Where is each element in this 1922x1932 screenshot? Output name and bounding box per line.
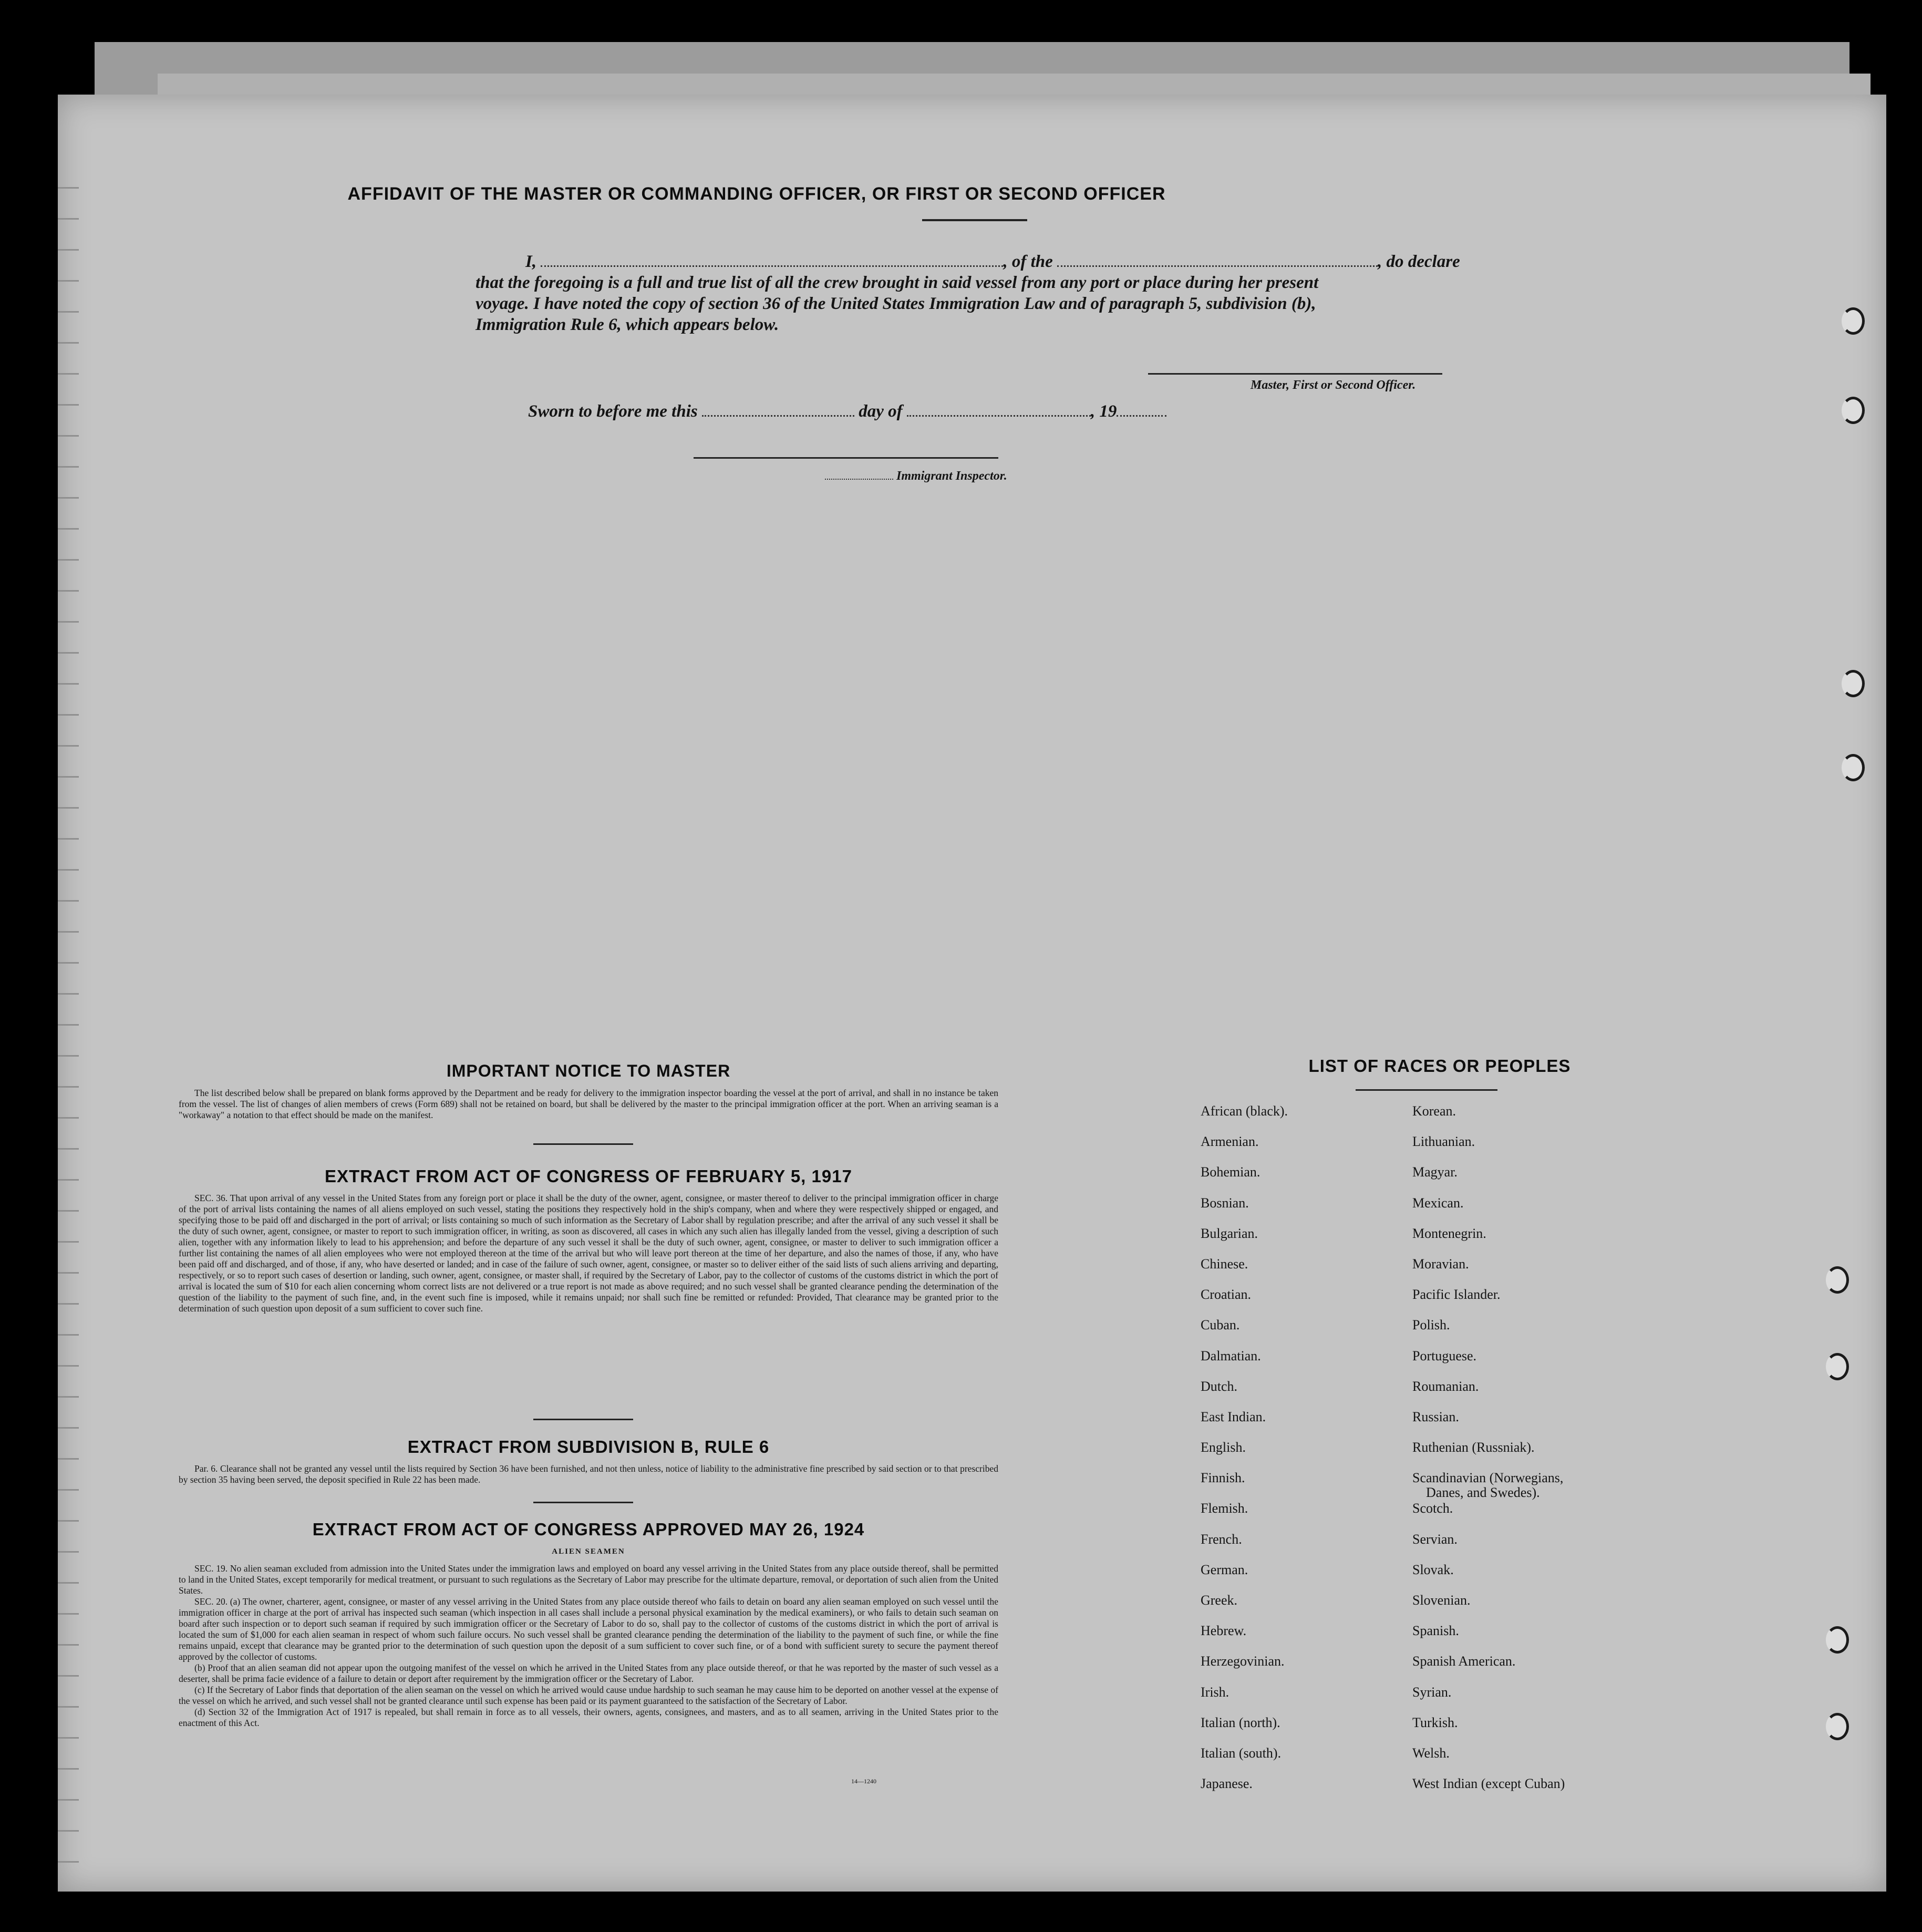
races-left-column bbox=[1201, 1103, 1288, 1806]
race-left-item: Hebrew. bbox=[1201, 1623, 1247, 1639]
race-left-item: Croatian. bbox=[1201, 1287, 1252, 1303]
race-right-item: Turkish. bbox=[1412, 1714, 1458, 1730]
race-left-item: English. bbox=[1201, 1440, 1246, 1455]
race-left-item: Armenian. bbox=[1201, 1134, 1259, 1150]
race-right-item: West Indian (except Cuban) bbox=[1412, 1776, 1565, 1792]
extract-rule6-rule bbox=[533, 1502, 633, 1503]
affidavit-line-2: that the foregoing is a full and true list of all the crew brought in said vessel from any port or place during her present bbox=[476, 273, 1319, 292]
punch-hole bbox=[1842, 307, 1865, 335]
race-right-item: Syrian. bbox=[1412, 1684, 1452, 1700]
signature-line[interactable] bbox=[1148, 373, 1442, 375]
race-right-item: Montenegrin. bbox=[1412, 1225, 1486, 1241]
affidavit-of: , of the bbox=[1003, 252, 1053, 271]
races-title: LIST OF RACES OR PEOPLES bbox=[1308, 1056, 1571, 1076]
extract-1924-subtitle: ALIEN SEAMEN bbox=[552, 1547, 625, 1556]
race-left-item: Bulgarian. bbox=[1201, 1225, 1258, 1241]
sworn-day-field[interactable] bbox=[702, 415, 854, 417]
sworn-day-label: day of bbox=[859, 402, 903, 421]
affidavit-line-1 bbox=[525, 252, 1460, 272]
extract-1917-title: EXTRACT FROM ACT OF CONGRESS OF FEBRUARY 5, 1917 bbox=[325, 1166, 852, 1186]
notice-title: IMPORTANT NOTICE TO MASTER bbox=[446, 1061, 731, 1080]
affidavit-title: AFFIDAVIT OF THE MASTER OR COMMANDING OFFICER, OR FIRST OR SECOND OFFICER bbox=[347, 184, 1166, 204]
race-right-item: Servian. bbox=[1412, 1531, 1458, 1547]
race-right-item: Lithuanian. bbox=[1412, 1134, 1475, 1150]
sec-20a-text: SEC. 20. (a) The owner, charterer, agent, consignee, or master of any vessel arriving in the United States from any place outside thereof who fails to detain on board any alien seaman employed on such vessel until the immigration officer in charge at the port of arrival has inspected such seaman (which inspection in all cases shall include a personal physical examination by the medical examiners), or who fails to detain such seaman on board after such inspection or to deport such seaman if required by such immigration officer or the Secretary of Labor to do so, shall pay to the collector of customs of the customs district in which the port of arrival is located the sum of $1,000 for each alien seaman in respect of whom such failure occurs. No such vessel shall be granted clearance pending the determination of the liability to the payment of such fine, or while the fine remains unpaid, except that clearance may be granted prior to the determination of such question upon the deposit of a sum sufficient to cover such fine, or of a bond with sufficient surety to secure the payment thereof approved by the collector of customs. bbox=[179, 1596, 998, 1662]
sec-19-text: SEC. 19. No alien seaman excluded from admission into the United States under the immigration laws and employed on board any vessel arriving in the United States from any place outside thereof, shall be permitted to land in the United States, except temporarily for medical treatment, or pursuant to such regulations as the Secretary of Labor may prescribe for the ultimate departure, removal, or deportation of such alien from the United States. bbox=[179, 1563, 998, 1596]
sworn-year-field[interactable] bbox=[1117, 415, 1166, 417]
race-left-item: African (black). bbox=[1201, 1103, 1288, 1119]
affidavit-declare: , do declare bbox=[1378, 252, 1460, 271]
race-right-item: Portuguese. bbox=[1412, 1348, 1477, 1363]
inspector-signature-line[interactable] bbox=[694, 457, 998, 459]
race-right-item: Mexican. bbox=[1412, 1195, 1464, 1211]
race-right-item: Ruthenian (Russniak). bbox=[1412, 1440, 1535, 1455]
race-right-item: Moravian. bbox=[1412, 1256, 1469, 1272]
race-left-item: Italian (north). bbox=[1201, 1714, 1280, 1730]
race-right-item: Scotch. bbox=[1412, 1501, 1453, 1516]
punch-hole bbox=[1826, 1713, 1849, 1740]
race-right-item: Pacific Islander. bbox=[1412, 1287, 1501, 1303]
inspector-caption bbox=[825, 469, 1007, 483]
race-left-item: Chinese. bbox=[1201, 1256, 1248, 1272]
document-page bbox=[58, 95, 1886, 1892]
race-left-item: East Indian. bbox=[1201, 1409, 1266, 1424]
races-title-rule bbox=[1356, 1089, 1497, 1091]
race-left-item: Dalmatian. bbox=[1201, 1348, 1261, 1363]
punch-hole bbox=[1842, 670, 1865, 697]
race-left-item: Dutch. bbox=[1201, 1378, 1238, 1394]
sworn-line bbox=[528, 402, 1166, 421]
extract-1924-title: EXTRACT FROM ACT OF CONGRESS APPROVED MAY 26, 1924 bbox=[312, 1520, 865, 1539]
vessel-field[interactable] bbox=[1057, 265, 1378, 267]
extract-1924-body bbox=[179, 1563, 998, 1729]
notice-body-text: The list described below shall be prepared on blank forms approved by the Department and be ready for delivery to the immigration inspector boarding the vessel at the port of arrival, and shall in no instance be taken from the vessel. The list of changes of alien members of crews (Form 689) shall not be retained on board, but shall be delivered by the master to the principal immigration officer at the port. When an arriving seaman is a "workaway" a notation to that effect should be made on the manifest. bbox=[179, 1088, 998, 1120]
extract-rule6-text: Par. 6. Clearance shall not be granted any vessel until the lists required by Section 36 have been furnished, and not then unless, notice of liability to the administrative fine prescribed by said section or to that prescribed by section 35 having been served, the deposit specified in Rule 22 has been made. bbox=[179, 1463, 998, 1485]
race-right-item: Slovak. bbox=[1412, 1562, 1454, 1577]
race-left-item: Italian (south). bbox=[1201, 1745, 1282, 1761]
race-left-item: Bosnian. bbox=[1201, 1195, 1249, 1211]
signature-caption: Master, First or Second Officer. bbox=[1251, 378, 1416, 392]
extract-1917-body bbox=[179, 1193, 998, 1314]
sworn-year-label: , 19 bbox=[1090, 402, 1117, 421]
race-left-item: Finnish. bbox=[1201, 1470, 1245, 1486]
race-left-item: German. bbox=[1201, 1562, 1248, 1577]
punch-hole bbox=[1826, 1626, 1849, 1654]
sec-20d-text: (d) Section 32 of the Immigration Act of 1917 is repealed, but shall remain in force as to all vessels, their owners, agents, consignees, and masters, and as to all seamen, arriving in the United States prior to the enactment of this Act. bbox=[179, 1707, 998, 1728]
race-left-item: Greek. bbox=[1201, 1593, 1238, 1608]
race-wrap-line: Danes, and Swedes). bbox=[1426, 1485, 1540, 1501]
inspector-caption-text: Immigrant Inspector. bbox=[896, 469, 1007, 483]
sec-20b-text: (b) Proof that an alien seaman did not appear upon the outgoing manifest of the vessel on which he arrived in the United States from any place outside thereof, or that he was reported by the master of such vessel as a deserter, shall be prima facie evidence of a failure to detain or deport after requirement by the immigration officer or the Secretary of Labor. bbox=[179, 1662, 998, 1684]
punch-hole bbox=[1842, 754, 1865, 781]
race-left-item: Flemish. bbox=[1201, 1501, 1248, 1516]
race-right-item: Polish. bbox=[1412, 1317, 1450, 1333]
punch-hole bbox=[1842, 397, 1865, 424]
extract-rule6-title: EXTRACT FROM SUBDIVISION B, RULE 6 bbox=[407, 1437, 770, 1456]
race-right-item: Magyar. bbox=[1412, 1164, 1458, 1180]
race-label: Scandinavian (Norwegians, bbox=[1412, 1470, 1564, 1486]
race-left-item: Herzegovinian. bbox=[1201, 1654, 1285, 1669]
affidavit-line-3: voyage. I have noted the copy of section 36 of the United States Immigration Law and of paragraph 5, subdivision (b), bbox=[476, 294, 1316, 313]
race-right-item: Welsh. bbox=[1412, 1745, 1450, 1761]
sec-20c-text: (c) If the Secretary of Labor finds that deportation of the alien seaman on the vessel on which he arrived would cause undue hardship to such seaman he may cause him to be deported on another vessel at the expense of the vessel on which he arrived, and such vessel shall not be granted clearance until such expense has been paid or its payment guaranteed to the satisfaction of the Secretary of Labor. bbox=[179, 1685, 998, 1706]
sworn-prefix: Sworn to before me this bbox=[528, 402, 698, 421]
race-right-item: Russian. bbox=[1412, 1409, 1459, 1424]
race-left-item: Japanese. bbox=[1201, 1776, 1253, 1792]
races-right-column bbox=[1412, 1103, 1565, 1806]
ruled-margin bbox=[58, 158, 79, 1892]
affidavit-title-rule bbox=[922, 219, 1027, 221]
extract-1917-rule bbox=[533, 1419, 633, 1420]
name-field[interactable] bbox=[541, 265, 1003, 267]
punch-hole bbox=[1826, 1266, 1849, 1294]
race-right-item: Slovenian. bbox=[1412, 1593, 1471, 1608]
race-right-item bbox=[1412, 1470, 1565, 1501]
race-left-item: Irish. bbox=[1201, 1684, 1229, 1700]
extract-rule6-body bbox=[179, 1463, 998, 1485]
form-number: 14—1240 bbox=[851, 1778, 876, 1785]
race-right-item: Korean. bbox=[1412, 1103, 1456, 1119]
notice-body bbox=[179, 1088, 998, 1121]
extract-1917-text: SEC. 36. That upon arrival of any vessel in the United States from any foreign port or place it shall be the duty of the owner, agent, consignee, or master thereof to deliver to the principal immigration officer in charge of the port of arrival lists containing the names of all aliens employed on such vessel, stating the positions they respectively hold in the ship's company, when and where they were respectively shipped or engaged, and specifying those to be paid off and discharged in the port of arrival; or lists containing so much of such information as the Secretary of Labor shall by regulation prescribe; and after the arrival of any such vessel it shall be the duty of such owner, agent, consignee, or master to report to such immigration officer, in writing, as soon as discovered, all cases in which any such alien has illegally landed from the vessel, giving a description of such alien, together with any information likely to lead to his apprehension; and before the departure of any such vessel it shall be the duty of such owner, agent, consignee, or master to deliver to such immigration officer a further list containing the names of all alien employees who were not employed thereon at the time of the arrival but who will leave port thereon at the time of her departure, and also the names of those, if any, who have been paid off and discharged, and of those, if any, who have deserted or landed; and in case of the failure of such owner, agent, consignee, or master so to deliver either of the said lists of such aliens arriving and departing, respectively, or so to report such cases of desertion or landing, such owner, agent, consignee, or master shall, if required by the Secretary of Labor, pay to the collector of customs of the customs district in which the port of arrival is located the sum of $10 for each alien concerning whom correct lists are not delivered or a true report is not made as above required; and no such vessel shall be granted clearance pending the determination of the question of the liability to the payment of such fine, and, in the event such fine is imposed, while it remains unpaid; nor shall such fine be remitted or refunded: Provided, That clearance may be granted prior to the determination of such question upon deposit of a sum sufficient to cover such fine. bbox=[179, 1193, 998, 1314]
race-left-item: Cuban. bbox=[1201, 1317, 1240, 1333]
race-right-item: Spanish. bbox=[1412, 1623, 1459, 1639]
notice-rule bbox=[533, 1143, 633, 1145]
inspector-dots bbox=[825, 479, 893, 480]
race-left-item: French. bbox=[1201, 1531, 1242, 1547]
race-right-item: Roumanian. bbox=[1412, 1378, 1479, 1394]
affidavit-line-4: Immigration Rule 6, which appears below. bbox=[476, 315, 779, 334]
punch-hole bbox=[1826, 1353, 1849, 1380]
race-right-item: Spanish American. bbox=[1412, 1654, 1516, 1669]
race-left-item: Bohemian. bbox=[1201, 1164, 1260, 1180]
affidavit-i: I, bbox=[525, 252, 537, 271]
sworn-month-field[interactable] bbox=[907, 415, 1091, 417]
